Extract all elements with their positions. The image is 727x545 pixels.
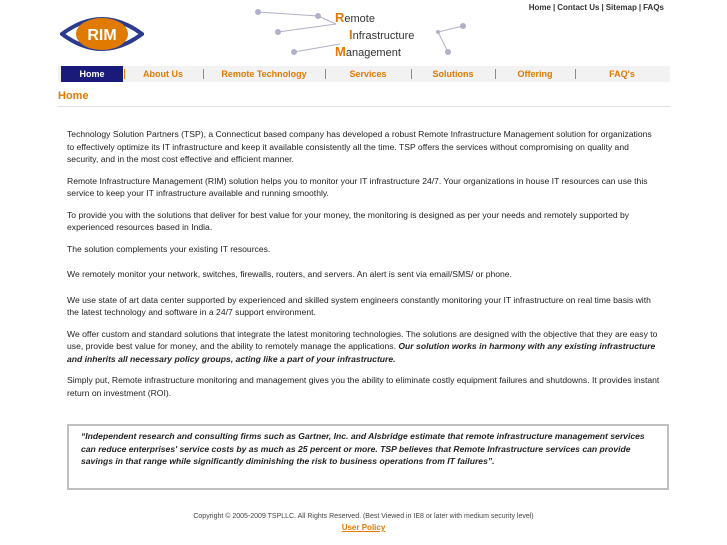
page-title: Home xyxy=(58,90,89,102)
paragraph-rim: Remote Infrastructure Management (RIM) solution helps you to monitor your IT infrastructure 24/7. Your organizations in house IT resources can use this service to keep your IT infrastructure available and running smoothly. xyxy=(67,175,648,198)
heading-divider xyxy=(58,106,670,107)
paragraph-custom-emphasis: Our solution works in harmony with any existing infrastructure and inherits all necessary policy groups, acting like a part of your infrastructure. xyxy=(67,341,656,364)
nav-divider xyxy=(411,69,412,79)
nav-home[interactable]: Home xyxy=(61,66,123,82)
nav-solutions[interactable]: Solutions xyxy=(432,69,474,79)
paragraph-custom-text: We offer custom and standard solutions that integrate the latest monitoring technologies. The solutions are designed with the objective that they are easy to use, provide best value for money, and the ability to remotely manage the applications. xyxy=(67,328,658,351)
toplink-contact[interactable]: Contact Us xyxy=(557,3,600,12)
nav-divider xyxy=(325,69,326,79)
paragraph-summary: Simply put, Remote infrastructure monitoring and management gives you the ability to eliminate costly equipment failures and shutdowns. It provides instant return on investment (ROI). xyxy=(67,375,660,398)
main-content xyxy=(67,128,661,408)
copyright-text: Copyright © 2005-2009 TSPLLC. All Rights Reserved. (Best Viewed in IE8 or later with medium security level) xyxy=(193,513,534,520)
paragraph-datacenter: We use state of art data center supported by experienced and skilled system engineers constantly monitoring your IT infrastructure on real time basis with the latest technology and software in a 24/7 support environment. xyxy=(67,294,651,317)
top-links: Home | Contact Us | Sitemap | FAQs xyxy=(528,3,664,12)
toplink-home[interactable]: Home xyxy=(528,3,551,12)
footer xyxy=(0,513,727,532)
eye-logo-icon xyxy=(60,10,144,58)
nav-services[interactable]: Services xyxy=(349,69,387,79)
paragraph-value: To provide you with the solutions that deliver for best value for your money, the monitoring is designed as per your needs and remotely supported by experienced resources based in India. xyxy=(67,209,630,232)
nav-faqs[interactable]: FAQ's xyxy=(609,69,635,79)
nav-divider xyxy=(495,69,496,79)
user-policy-link[interactable]: User Policy xyxy=(341,523,386,532)
nav-divider xyxy=(575,69,576,79)
paragraph-custom xyxy=(67,328,661,366)
brand-title: Remote Infrastructure Management xyxy=(335,10,415,59)
nav-offering[interactable]: Offering xyxy=(517,69,553,79)
paragraph-monitor: We remotely monitor your network, switches, firewalls, routers, and servers. An alert is sent via email/SMS/ or phone. xyxy=(67,269,512,279)
nav-remote-technology[interactable]: Remote Technology xyxy=(221,69,307,79)
quote-box: “Independent research and consulting firms such as Gartner, Inc. and Alsbridge estimate that remote infrastructure management services can reduce enterprises' service costs by as much as 25 percent or more. TSP believes that Remote Infrastructure services can provide savings in that range while significantly diminishing the risk to business operations from IT failures”. xyxy=(67,424,669,490)
paragraph-complements: The solution complements your existing IT resources. xyxy=(67,243,271,254)
nav-divider xyxy=(203,69,204,79)
main-nav xyxy=(58,66,670,82)
paragraph-intro: Technology Solution Partners (TSP), a Connecticut based company has developed a robust Remote Infrastructure Management solution for organizations to effectively optimize its IT infrastructure and keep it available consistently all the time. TSP offers the services without compromising on quality and security, and in the most cost effective and efficient manner. xyxy=(67,129,652,164)
rim-logo[interactable] xyxy=(60,10,144,58)
toplink-sitemap[interactable]: Sitemap xyxy=(605,3,637,12)
logo-text: RIM xyxy=(87,27,117,44)
nav-divider xyxy=(124,69,125,79)
nav-about-us[interactable]: About Us xyxy=(143,69,183,79)
toplink-faqs[interactable]: FAQs xyxy=(643,3,664,12)
